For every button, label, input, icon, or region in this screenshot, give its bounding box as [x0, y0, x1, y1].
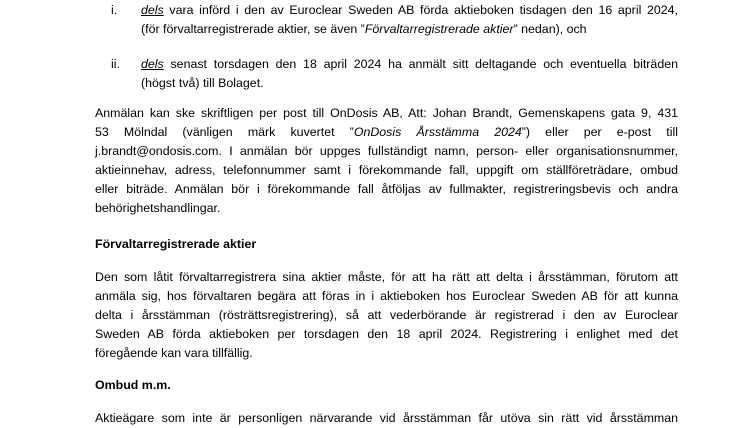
italic-reference: OnDosis Årsstämma 2024 — [353, 125, 522, 139]
emphasis-dels: dels — [141, 57, 164, 71]
nominee-paragraph — [95, 268, 678, 363]
paragraph-line: j.brandt@ondosis.com. I anmälan bör uppges fullständigt namn, person- eller organisationsnummer, — [95, 144, 678, 158]
section-heading-nominee: Förvaltarregistrerade aktier — [95, 237, 257, 251]
paragraph-line-text: ”) eller per e-post till — [521, 125, 679, 139]
list-line — [141, 74, 678, 93]
paragraph-line: Sweden AB förda aktieboken per torsdagen den 18 april 2024. Registrering i enlighet med det — [95, 327, 678, 341]
list-numeral: i. — [111, 3, 118, 17]
list-line — [141, 55, 678, 74]
paragraph-line: föregående kan vara tillfällig. — [95, 346, 253, 360]
list-line — [141, 1, 678, 20]
list-line-text: vara införd i den av Euroclear Sweden AB förda aktieboken tisdagen den 16 april 2024, — [163, 3, 678, 17]
list-numeral: ii. — [111, 57, 120, 71]
list-item-text — [141, 55, 678, 93]
list-line-text: (högst två) till Bolaget. — [141, 76, 264, 90]
paragraph-line: Aktieägare som inte är personligen närvarande vid årsstämman får utöva sin rätt vid årsstämman — [95, 411, 678, 425]
registration-paragraph — [95, 104, 678, 218]
paragraph-line-text: 53 Mölndal (vänligen märk kuvertet ” — [95, 125, 354, 139]
section-heading-proxy: Ombud m.m. — [95, 378, 171, 392]
paragraph-line: delta i årsstämman (rösträttsregistrering), så att vederbörande är registrerad i den av Euroclear — [95, 308, 678, 322]
italic-reference: Förvaltarregistrerade aktier — [364, 22, 514, 36]
list-line-text: senast torsdagen den 18 april 2024 ha anmält sitt deltagande och eventuella biträden — [163, 57, 678, 71]
list-item-text — [141, 1, 678, 39]
paragraph-line: anmäla sig, hos förvaltaren begära att föras in i aktieboken hos Euroclear Sweden AB för att kunna — [95, 289, 678, 303]
list-line-text: (för förvaltarregistrerade aktier, se även ” — [141, 22, 365, 36]
paragraph-line — [95, 123, 678, 142]
paragraph-line: behörighetshandlingar. — [95, 201, 221, 215]
paragraph-line: Anmälan kan ske skriftligen per post till OnDosis AB, Att: Johan Brandt, Gemenskapens gata 9, 431 — [95, 106, 678, 120]
list-line — [141, 20, 678, 39]
list-line-text: ” nedan), och — [513, 22, 587, 36]
paragraph-line: Den som låtit förvaltarregistrera sina aktier måste, för att ha rätt att delta i årsstämman, förutom att — [95, 270, 678, 284]
emphasis-dels: dels — [141, 3, 164, 17]
paragraph-line: aktieinnehav, adress, telefonnummer samt i förekommande fall, uppgift om ställföreträdare, ombud — [95, 163, 678, 177]
paragraph-line: eller biträde. Anmälan bör i förekommande fall åtföljas av fullmakter, registreringsbevis och andra — [95, 182, 678, 196]
